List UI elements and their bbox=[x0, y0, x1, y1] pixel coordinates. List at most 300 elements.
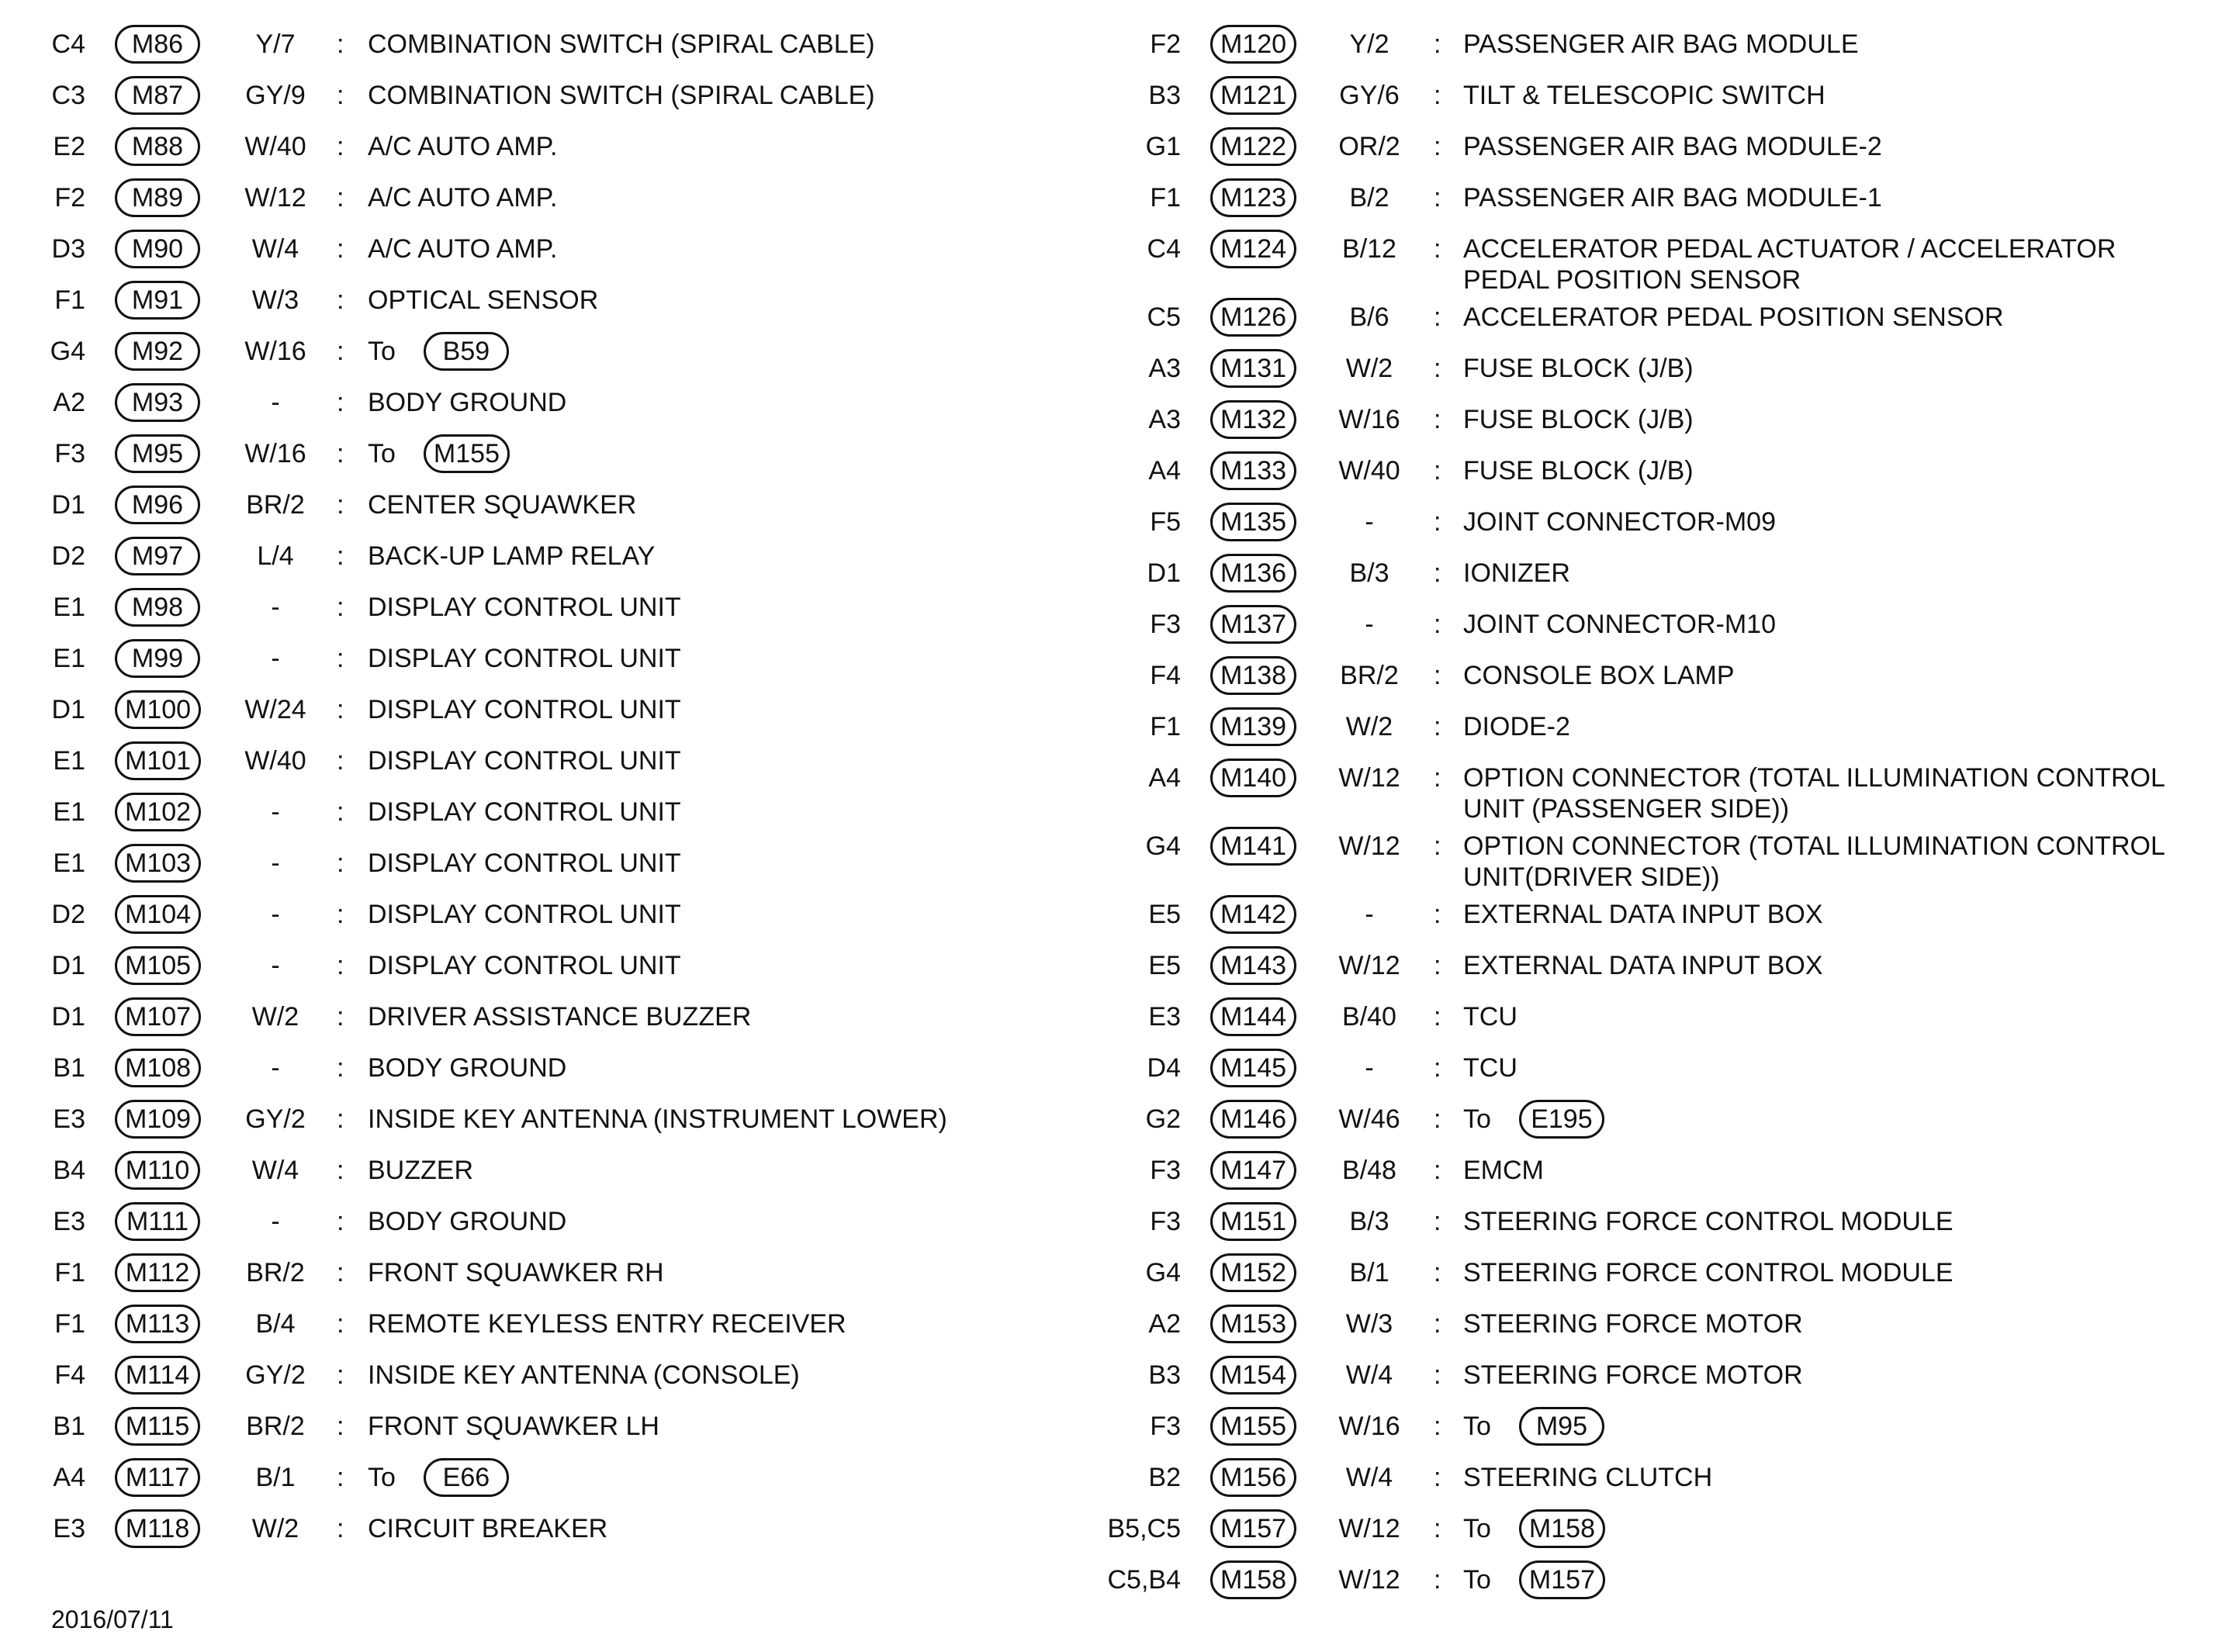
connector-id-badge: M93 bbox=[115, 383, 200, 422]
connector-color-pins: - bbox=[271, 1207, 280, 1236]
connector-color-pins: W/2 bbox=[1345, 712, 1393, 741]
to-label: To bbox=[1463, 1104, 1491, 1134]
separator-colon: : bbox=[1434, 1207, 1441, 1236]
connector-id-badge: M99 bbox=[115, 639, 200, 678]
connector-row bbox=[1102, 940, 2239, 991]
connector-description: JOINT CONNECTOR-M10 bbox=[1463, 610, 1777, 639]
connector-id-badge: M158 bbox=[1210, 1560, 1296, 1599]
connector-description: PASSENGER AIR BAG MODULE bbox=[1463, 29, 1859, 59]
connector-id-cell bbox=[1210, 404, 1296, 439]
connector-color-pins: Y/7 bbox=[255, 29, 296, 59]
connector-id-badge: M88 bbox=[115, 127, 200, 166]
connector-row bbox=[1102, 1094, 2239, 1145]
connector-id-cell bbox=[115, 1308, 200, 1343]
connector-id-badge: M90 bbox=[115, 230, 200, 268]
connector-id-cell bbox=[1210, 353, 1296, 388]
connector-row bbox=[0, 582, 1102, 633]
connector-color-pins: W/4 bbox=[1345, 1360, 1393, 1390]
separator-colon: : bbox=[337, 29, 344, 59]
connector-id-badge: M105 bbox=[115, 946, 201, 985]
connector-description: PASSENGER AIR BAG MODULE-2 bbox=[1463, 132, 1882, 161]
connector-id-badge: M111 bbox=[115, 1202, 200, 1241]
connector-color-pins: - bbox=[1365, 610, 1374, 639]
connector-id-badge: M118 bbox=[115, 1509, 200, 1548]
grid-reference: E3 bbox=[53, 1207, 85, 1236]
separator-colon: : bbox=[337, 490, 344, 520]
connector-id-cell bbox=[1210, 762, 1296, 797]
connector-row bbox=[1102, 19, 2239, 70]
connector-description: CENTER SQUAWKER bbox=[368, 490, 637, 520]
connector-description: IONIZER bbox=[1463, 558, 1570, 588]
separator-colon: : bbox=[337, 797, 344, 827]
connector-row bbox=[0, 1042, 1102, 1094]
connector-row bbox=[0, 633, 1102, 684]
connector-description: TILT & TELESCOPIC SWITCH bbox=[1463, 81, 1825, 110]
connector-id-cell bbox=[115, 336, 200, 371]
connector-description: REMOTE KEYLESS ENTRY RECEIVER bbox=[368, 1309, 846, 1339]
connector-description: FUSE BLOCK (J/B) bbox=[1463, 405, 1694, 434]
connector-id-badge: M98 bbox=[115, 588, 200, 627]
connector-description bbox=[368, 1462, 509, 1497]
connector-color-pins: OR/2 bbox=[1338, 132, 1400, 161]
connector-color-pins: W/4 bbox=[251, 234, 299, 264]
connector-row bbox=[0, 786, 1102, 838]
connector-row bbox=[1102, 70, 2239, 121]
connector-row bbox=[0, 940, 1102, 991]
connector-row bbox=[1102, 599, 2239, 650]
grid-reference: F1 bbox=[54, 285, 85, 315]
connector-id-cell bbox=[115, 80, 200, 115]
connector-id-cell bbox=[115, 1411, 200, 1446]
grid-reference: B4 bbox=[53, 1156, 85, 1185]
separator-colon: : bbox=[1434, 1258, 1441, 1287]
connector-row bbox=[0, 735, 1102, 786]
connector-description: FRONT SQUAWKER LH bbox=[368, 1412, 659, 1441]
connector-id-badge: M151 bbox=[1210, 1202, 1296, 1241]
connector-description: DISPLAY CONTROL UNIT bbox=[368, 848, 681, 878]
grid-reference: G4 bbox=[1145, 1258, 1181, 1287]
connector-id-cell bbox=[115, 950, 201, 985]
connector-row bbox=[1102, 445, 2239, 496]
connector-description: TCU bbox=[1463, 1053, 1517, 1083]
connector-description: CIRCUIT BREAKER bbox=[368, 1514, 608, 1543]
connector-row bbox=[1102, 889, 2239, 940]
connector-id-badge: M91 bbox=[115, 281, 200, 320]
connector-id-badge: M138 bbox=[1210, 656, 1296, 695]
connector-id-badge: M114 bbox=[115, 1356, 200, 1395]
connector-id-badge: M103 bbox=[115, 844, 201, 883]
connector-row bbox=[0, 19, 1102, 70]
connector-color-pins: W/46 bbox=[1338, 1104, 1400, 1134]
connector-description: STEERING FORCE MOTOR bbox=[1463, 1309, 1803, 1339]
connector-row bbox=[1102, 1196, 2239, 1247]
connector-description: BODY GROUND bbox=[368, 388, 567, 417]
connector-description: FUSE BLOCK (J/B) bbox=[1463, 456, 1694, 486]
separator-colon: : bbox=[1434, 763, 1441, 793]
separator-colon: : bbox=[337, 1360, 344, 1390]
connector-description: A/C AUTO AMP. bbox=[368, 132, 558, 161]
connector-description: COMBINATION SWITCH (SPIRAL CABLE) bbox=[368, 81, 875, 110]
connector-row bbox=[1102, 701, 2239, 752]
connector-row bbox=[0, 531, 1102, 582]
connector-color-pins: W/2 bbox=[1345, 354, 1393, 383]
connector-id-cell bbox=[1210, 950, 1296, 985]
separator-colon: : bbox=[1434, 610, 1441, 639]
separator-colon: : bbox=[337, 285, 344, 315]
separator-colon: : bbox=[1434, 81, 1441, 110]
connector-row bbox=[1102, 752, 2239, 824]
connector-id-badge: M139 bbox=[1210, 707, 1296, 746]
connector-row bbox=[0, 889, 1102, 940]
connector-color-pins: B/4 bbox=[255, 1309, 296, 1339]
connector-id-badge: M89 bbox=[115, 178, 200, 217]
grid-reference: E1 bbox=[53, 746, 85, 776]
grid-reference: D1 bbox=[51, 951, 85, 980]
connector-row bbox=[1102, 1452, 2239, 1503]
target-connector-badge: M155 bbox=[424, 434, 510, 473]
connector-id-badge: M153 bbox=[1210, 1305, 1296, 1343]
connector-id-badge: M143 bbox=[1210, 946, 1296, 985]
connector-row bbox=[1102, 172, 2239, 223]
connector-description: DRIVER ASSISTANCE BUZZER bbox=[368, 1002, 752, 1032]
connector-description: COMBINATION SWITCH (SPIRAL CABLE) bbox=[368, 29, 875, 59]
connector-color-pins: B/3 bbox=[1349, 1207, 1389, 1236]
to-label: To bbox=[1463, 1565, 1491, 1595]
connector-id-cell bbox=[115, 1001, 201, 1036]
grid-reference: B5,C5 bbox=[1107, 1514, 1181, 1543]
connector-color-pins: W/4 bbox=[1345, 1463, 1393, 1492]
separator-colon: : bbox=[337, 1104, 344, 1134]
separator-colon: : bbox=[1434, 234, 1441, 264]
grid-reference: G4 bbox=[50, 337, 85, 366]
grid-reference: F3 bbox=[1150, 610, 1181, 639]
grid-reference: E1 bbox=[53, 797, 85, 827]
connector-color-pins: GY/6 bbox=[1339, 81, 1400, 110]
connector-color-pins: W/3 bbox=[251, 285, 299, 315]
connector-row bbox=[1102, 394, 2239, 445]
connector-id-badge: M152 bbox=[1210, 1253, 1296, 1292]
connector-id-badge: M87 bbox=[115, 76, 200, 115]
connector-description: DISPLAY CONTROL UNIT bbox=[368, 695, 681, 724]
connector-id-cell bbox=[115, 541, 200, 575]
connector-id-cell bbox=[1210, 1206, 1296, 1241]
connector-id-cell bbox=[115, 489, 200, 524]
connector-description: EXTERNAL DATA INPUT BOX bbox=[1463, 900, 1823, 929]
connector-id-cell bbox=[1210, 1155, 1296, 1190]
connector-color-pins: W/16 bbox=[1338, 405, 1400, 434]
connector-id-cell bbox=[115, 182, 200, 217]
connector-row bbox=[1102, 821, 2239, 892]
connector-id-cell bbox=[1210, 1513, 1296, 1548]
grid-reference: E1 bbox=[53, 644, 85, 673]
connector-color-pins: W/2 bbox=[251, 1514, 299, 1543]
connector-id-badge: M132 bbox=[1210, 400, 1296, 439]
connector-color-pins: W/12 bbox=[1338, 951, 1400, 980]
separator-colon: : bbox=[337, 1309, 344, 1339]
connector-id-cell bbox=[1210, 1360, 1296, 1395]
connector-id-badge: M113 bbox=[115, 1305, 200, 1343]
connector-description bbox=[368, 336, 509, 371]
separator-colon: : bbox=[337, 439, 344, 468]
connector-row bbox=[0, 1350, 1102, 1401]
grid-reference: F3 bbox=[1150, 1156, 1181, 1185]
connector-id-badge: M97 bbox=[115, 537, 200, 575]
grid-reference: D2 bbox=[51, 900, 85, 929]
to-label: To bbox=[1463, 1412, 1491, 1441]
grid-reference: A2 bbox=[1148, 1309, 1181, 1339]
separator-colon: : bbox=[1434, 29, 1441, 59]
connector-description: EMCM bbox=[1463, 1156, 1544, 1185]
grid-reference: F3 bbox=[1150, 1412, 1181, 1441]
separator-colon: : bbox=[1434, 900, 1441, 929]
connector-description: BACK-UP LAMP RELAY bbox=[368, 541, 656, 571]
grid-reference: B1 bbox=[53, 1412, 85, 1441]
connector-color-pins: W/12 bbox=[1338, 1514, 1400, 1543]
connector-row bbox=[0, 1094, 1102, 1145]
grid-reference: A3 bbox=[1148, 354, 1181, 383]
connector-id-badge: M101 bbox=[115, 741, 201, 780]
separator-colon: : bbox=[337, 644, 344, 673]
connector-description: INSIDE KEY ANTENNA (CONSOLE) bbox=[368, 1360, 800, 1390]
connector-id-badge: M136 bbox=[1210, 554, 1296, 593]
grid-reference: D3 bbox=[51, 234, 85, 264]
connector-color-pins: B/1 bbox=[255, 1463, 296, 1492]
grid-reference: E5 bbox=[1148, 951, 1181, 980]
connector-row bbox=[0, 70, 1102, 121]
connector-description: DISPLAY CONTROL UNIT bbox=[368, 797, 681, 827]
connector-id-cell bbox=[1210, 1001, 1296, 1036]
connector-id-cell bbox=[115, 131, 200, 166]
connector-id-cell bbox=[115, 899, 201, 934]
grid-reference: G1 bbox=[1145, 132, 1181, 161]
connector-id-badge: M104 bbox=[115, 895, 201, 934]
connector-id-cell bbox=[1210, 899, 1296, 934]
connector-id-cell bbox=[1210, 302, 1296, 337]
connector-id-badge: M145 bbox=[1210, 1049, 1296, 1087]
connector-row bbox=[0, 326, 1102, 377]
grid-reference: E3 bbox=[1148, 1002, 1181, 1032]
connector-id-cell bbox=[115, 1104, 201, 1139]
connector-row bbox=[0, 1145, 1102, 1196]
connector-color-pins: W/16 bbox=[244, 337, 306, 366]
grid-reference: F3 bbox=[1150, 1207, 1181, 1236]
connector-row bbox=[1102, 1401, 2239, 1452]
connector-color-pins: B/2 bbox=[1349, 183, 1389, 213]
connector-id-cell bbox=[115, 1206, 200, 1241]
connector-color-pins: W/12 bbox=[244, 183, 306, 213]
connector-color-pins: L/4 bbox=[257, 541, 294, 571]
connector-id-cell bbox=[115, 1360, 200, 1395]
connector-id-badge: M92 bbox=[115, 332, 200, 371]
connector-row bbox=[0, 1401, 1102, 1452]
connector-color-pins: - bbox=[271, 593, 280, 622]
connector-row bbox=[0, 172, 1102, 223]
connector-color-pins: B/3 bbox=[1349, 558, 1389, 588]
connector-description bbox=[368, 438, 510, 473]
connector-description bbox=[1463, 1411, 2208, 1446]
connector-color-pins: - bbox=[271, 848, 280, 878]
separator-colon: : bbox=[337, 695, 344, 724]
connector-id-badge: M112 bbox=[115, 1253, 200, 1292]
grid-reference: D4 bbox=[1147, 1053, 1181, 1083]
connector-list-right bbox=[1102, 19, 2239, 1605]
connector-description: OPTICAL SENSOR bbox=[368, 285, 599, 315]
connector-description bbox=[1463, 1104, 2208, 1139]
connector-description: A/C AUTO AMP. bbox=[368, 183, 558, 213]
connector-row bbox=[0, 1503, 1102, 1554]
connector-description: ACCELERATOR PEDAL POSITION SENSOR bbox=[1463, 302, 2004, 332]
connector-color-pins: B/48 bbox=[1342, 1156, 1396, 1185]
connector-id-cell bbox=[1210, 29, 1296, 64]
connector-color-pins: Y/2 bbox=[1349, 29, 1389, 59]
connector-color-pins: - bbox=[1365, 900, 1374, 929]
connector-id-cell bbox=[115, 848, 201, 883]
connector-color-pins: W/40 bbox=[1338, 456, 1400, 486]
separator-colon: : bbox=[337, 1258, 344, 1287]
grid-reference: F5 bbox=[1150, 507, 1181, 537]
connector-id-cell bbox=[115, 1462, 200, 1497]
connector-id-badge: M108 bbox=[115, 1049, 201, 1087]
connector-description: A/C AUTO AMP. bbox=[368, 234, 558, 264]
connector-row bbox=[0, 1298, 1102, 1350]
connector-id-badge: M156 bbox=[1210, 1458, 1296, 1497]
connector-description: DISPLAY CONTROL UNIT bbox=[368, 900, 681, 929]
connector-id-cell bbox=[1210, 1308, 1296, 1343]
to-label: To bbox=[1463, 1514, 1491, 1543]
separator-colon: : bbox=[1434, 302, 1441, 332]
separator-colon: : bbox=[337, 1412, 344, 1441]
connector-id-badge: M144 bbox=[1210, 997, 1296, 1036]
connector-description bbox=[1463, 1513, 2208, 1548]
target-connector-badge: M158 bbox=[1519, 1509, 1605, 1548]
connector-id-cell bbox=[1210, 1564, 1296, 1599]
connector-id-badge: M123 bbox=[1210, 178, 1296, 217]
connector-id-cell bbox=[115, 1257, 200, 1292]
connector-id-cell bbox=[1210, 1462, 1296, 1497]
connector-id-cell bbox=[1210, 1104, 1296, 1139]
connector-description: FRONT SQUAWKER RH bbox=[368, 1258, 664, 1287]
separator-colon: : bbox=[1434, 183, 1441, 213]
connector-description: STEERING FORCE CONTROL MODULE bbox=[1463, 1258, 1954, 1287]
grid-reference: F1 bbox=[1150, 712, 1181, 741]
connector-color-pins: GY/2 bbox=[245, 1360, 306, 1390]
separator-colon: : bbox=[337, 593, 344, 622]
separator-colon: : bbox=[1434, 558, 1441, 588]
connector-color-pins: W/16 bbox=[244, 439, 306, 468]
grid-reference: E1 bbox=[53, 848, 85, 878]
grid-reference: C5,B4 bbox=[1107, 1565, 1181, 1595]
connector-id-badge: M95 bbox=[115, 434, 200, 473]
separator-colon: : bbox=[337, 1207, 344, 1236]
grid-reference: C4 bbox=[1147, 234, 1181, 264]
separator-colon: : bbox=[1434, 1360, 1441, 1390]
connector-row bbox=[1102, 1298, 2239, 1350]
connector-description: BUZZER bbox=[368, 1156, 473, 1185]
connector-list-left bbox=[0, 19, 1102, 1554]
connector-id-cell bbox=[115, 438, 200, 473]
grid-reference: G2 bbox=[1145, 1104, 1181, 1134]
grid-reference: E3 bbox=[53, 1104, 85, 1134]
connector-color-pins: W/2 bbox=[251, 1002, 299, 1032]
grid-reference: D2 bbox=[51, 541, 85, 571]
grid-reference: F4 bbox=[54, 1360, 85, 1390]
to-label: To bbox=[368, 439, 396, 468]
grid-reference: A3 bbox=[1148, 405, 1181, 434]
grid-reference: D1 bbox=[51, 1002, 85, 1032]
connector-color-pins: GY/9 bbox=[245, 81, 306, 110]
grid-reference: F4 bbox=[1150, 661, 1181, 690]
to-label: To bbox=[368, 337, 396, 366]
connector-row bbox=[0, 1452, 1102, 1503]
connector-id-cell bbox=[115, 233, 200, 268]
connector-id-badge: M146 bbox=[1210, 1100, 1296, 1139]
grid-reference: F1 bbox=[1150, 183, 1181, 213]
connector-color-pins: - bbox=[271, 1053, 280, 1083]
connector-id-badge: M117 bbox=[115, 1458, 200, 1497]
connector-id-cell bbox=[1210, 1052, 1296, 1087]
grid-reference: D1 bbox=[51, 695, 85, 724]
connector-description: INSIDE KEY ANTENNA (INSTRUMENT LOWER) bbox=[368, 1104, 947, 1134]
connector-description: TCU bbox=[1463, 1002, 1517, 1032]
connector-id-badge: M142 bbox=[1210, 895, 1296, 934]
connector-id-cell bbox=[115, 745, 201, 780]
connector-color-pins: W/12 bbox=[1338, 763, 1400, 793]
connector-color-pins: BR/2 bbox=[1340, 661, 1399, 690]
connector-id-badge: M115 bbox=[115, 1407, 200, 1446]
grid-reference: B3 bbox=[1148, 81, 1181, 110]
connector-id-badge: M121 bbox=[1210, 76, 1296, 115]
grid-reference: D1 bbox=[51, 490, 85, 520]
grid-reference: F2 bbox=[54, 183, 85, 213]
connector-id-badge: M122 bbox=[1210, 127, 1296, 166]
connector-row bbox=[1102, 343, 2239, 394]
connector-color-pins: W/3 bbox=[1345, 1309, 1393, 1339]
connector-row bbox=[0, 223, 1102, 275]
separator-colon: : bbox=[337, 848, 344, 878]
connector-id-cell bbox=[1210, 558, 1296, 593]
grid-reference: A4 bbox=[1148, 456, 1181, 486]
connector-row bbox=[1102, 223, 2239, 295]
connector-id-cell bbox=[1210, 131, 1296, 166]
connector-id-cell bbox=[1210, 455, 1296, 490]
connector-id-badge: M147 bbox=[1210, 1151, 1296, 1190]
connector-id-badge: M102 bbox=[115, 793, 201, 831]
connector-description: EXTERNAL DATA INPUT BOX bbox=[1463, 951, 1823, 980]
connector-color-pins: - bbox=[271, 644, 280, 673]
connector-row bbox=[1102, 1145, 2239, 1196]
connector-description: FUSE BLOCK (J/B) bbox=[1463, 354, 1694, 383]
grid-reference: C5 bbox=[1147, 302, 1181, 332]
connector-id-cell bbox=[115, 797, 201, 831]
connector-id-cell bbox=[1210, 506, 1296, 541]
connector-id-cell bbox=[115, 1513, 200, 1548]
separator-colon: : bbox=[337, 1514, 344, 1543]
target-connector-badge: E195 bbox=[1519, 1100, 1604, 1139]
separator-colon: : bbox=[1434, 1412, 1441, 1441]
separator-colon: : bbox=[1434, 1463, 1441, 1492]
connector-row bbox=[0, 1247, 1102, 1298]
connector-color-pins: GY/2 bbox=[245, 1104, 306, 1134]
connector-color-pins: W/12 bbox=[1338, 831, 1400, 861]
grid-reference: F1 bbox=[54, 1258, 85, 1287]
connector-color-pins: BR/2 bbox=[246, 1258, 305, 1287]
grid-reference: G4 bbox=[1145, 831, 1181, 861]
grid-reference: E5 bbox=[1148, 900, 1181, 929]
connector-color-pins: B/12 bbox=[1342, 234, 1396, 264]
separator-colon: : bbox=[337, 900, 344, 929]
connector-id-badge: M86 bbox=[115, 25, 200, 64]
connector-row bbox=[1102, 1503, 2239, 1554]
